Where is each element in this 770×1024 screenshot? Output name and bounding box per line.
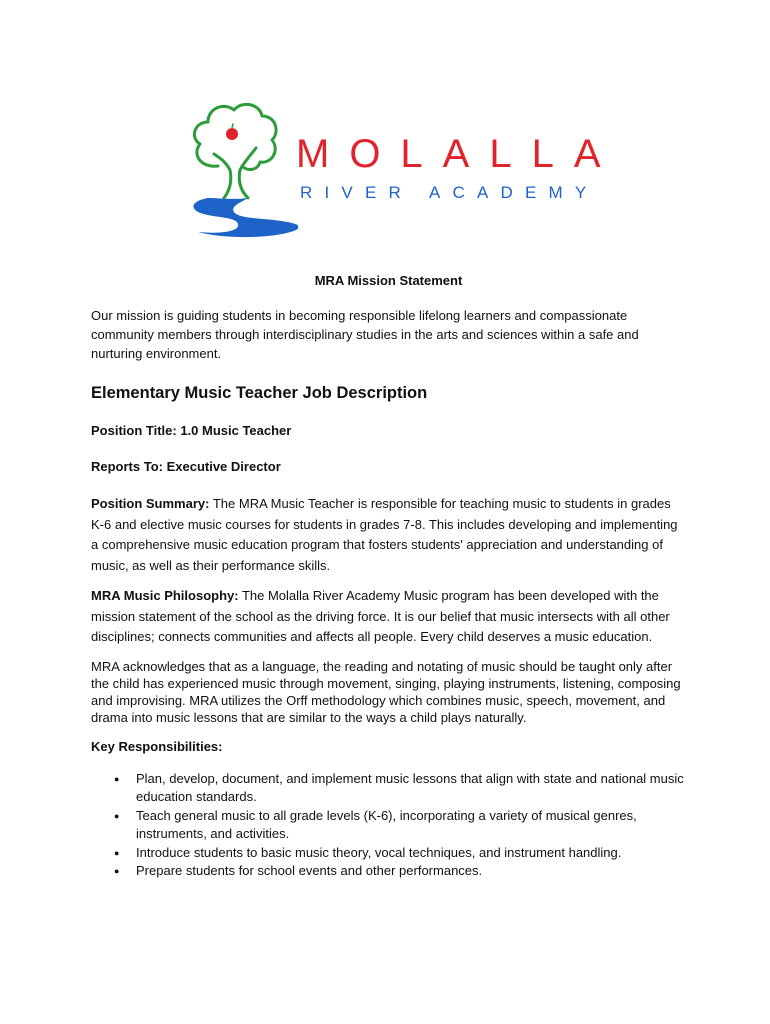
- music-philosophy-text: The Molalla River Academy Music program has been developed with the mission statement of the school as the driving force. It is our belief that music intersects with all other disciplines; connects communities and affects all people. Every child deserves a music education.: [91, 588, 670, 644]
- list-item: ● Prepare students for school events and other performances.: [136, 862, 686, 881]
- job-title: Elementary Music Teacher Job Description: [91, 384, 428, 402]
- mission-text: Our mission is guiding students in becoming responsible lifelong learners and compassionate community members through interdisciplinary studies in the arts and sciences within a safe and nurturing environment.: [91, 308, 639, 361]
- apple: [226, 128, 238, 140]
- music-philosophy-label: MRA Music Philosophy:: [91, 588, 239, 603]
- tree-apple-river-logo-icon: [178, 98, 298, 248]
- river: [193, 198, 298, 237]
- position-summary: [91, 494, 686, 576]
- position-title: Position Title: 1.0 Music Teacher: [91, 423, 292, 438]
- reports-to: Reports To: Executive Director: [91, 459, 281, 474]
- responsibilities-list: [91, 770, 686, 881]
- responsibilities-title: Key Responsibilities:: [91, 738, 223, 754]
- document-body: [91, 272, 686, 881]
- acknowledgement: MRA acknowledges that as a language, the reading and notating of music should be taught only after the child has experienced music through movement, singing, playing instruments, listening, composing and improvising. MRA utilizes the Orff methodology which combines music, speech, movement, and drama into music lessons that are similar to the ways a child plays naturally.: [91, 658, 681, 725]
- logo-subtitle: RIVER ACADEMY: [300, 183, 599, 202]
- apple-stem: [232, 124, 233, 128]
- logo-name: MOLALLA: [296, 132, 621, 176]
- school-logo: [178, 98, 638, 248]
- list-item: ● Introduce students to basic music theory, vocal techniques, and instrument handling.: [136, 844, 686, 863]
- list-item: ● Teach general music to all grade levels (K-6), incorporating a variety of musical genres, instruments, and activities.: [136, 807, 686, 844]
- position-summary-text: The MRA Music Teacher is responsible for teaching music to students in grades K-6 and elective music courses for students in grades 7-8. This includes developing and implementing a comprehensive music education program that fosters students' appreciation and understanding of music, as well as their performance skills.: [91, 496, 678, 573]
- position-summary-label: Position Summary:: [91, 496, 210, 511]
- music-philosophy: [91, 586, 686, 648]
- tree-trunk: [224, 170, 248, 198]
- tree-branch-right: [240, 148, 256, 170]
- list-item: ● Plan, develop, document, and implement music lessons that align with state and national music education standards.: [136, 770, 686, 807]
- mission-title: MRA Mission Statement: [314, 273, 463, 288]
